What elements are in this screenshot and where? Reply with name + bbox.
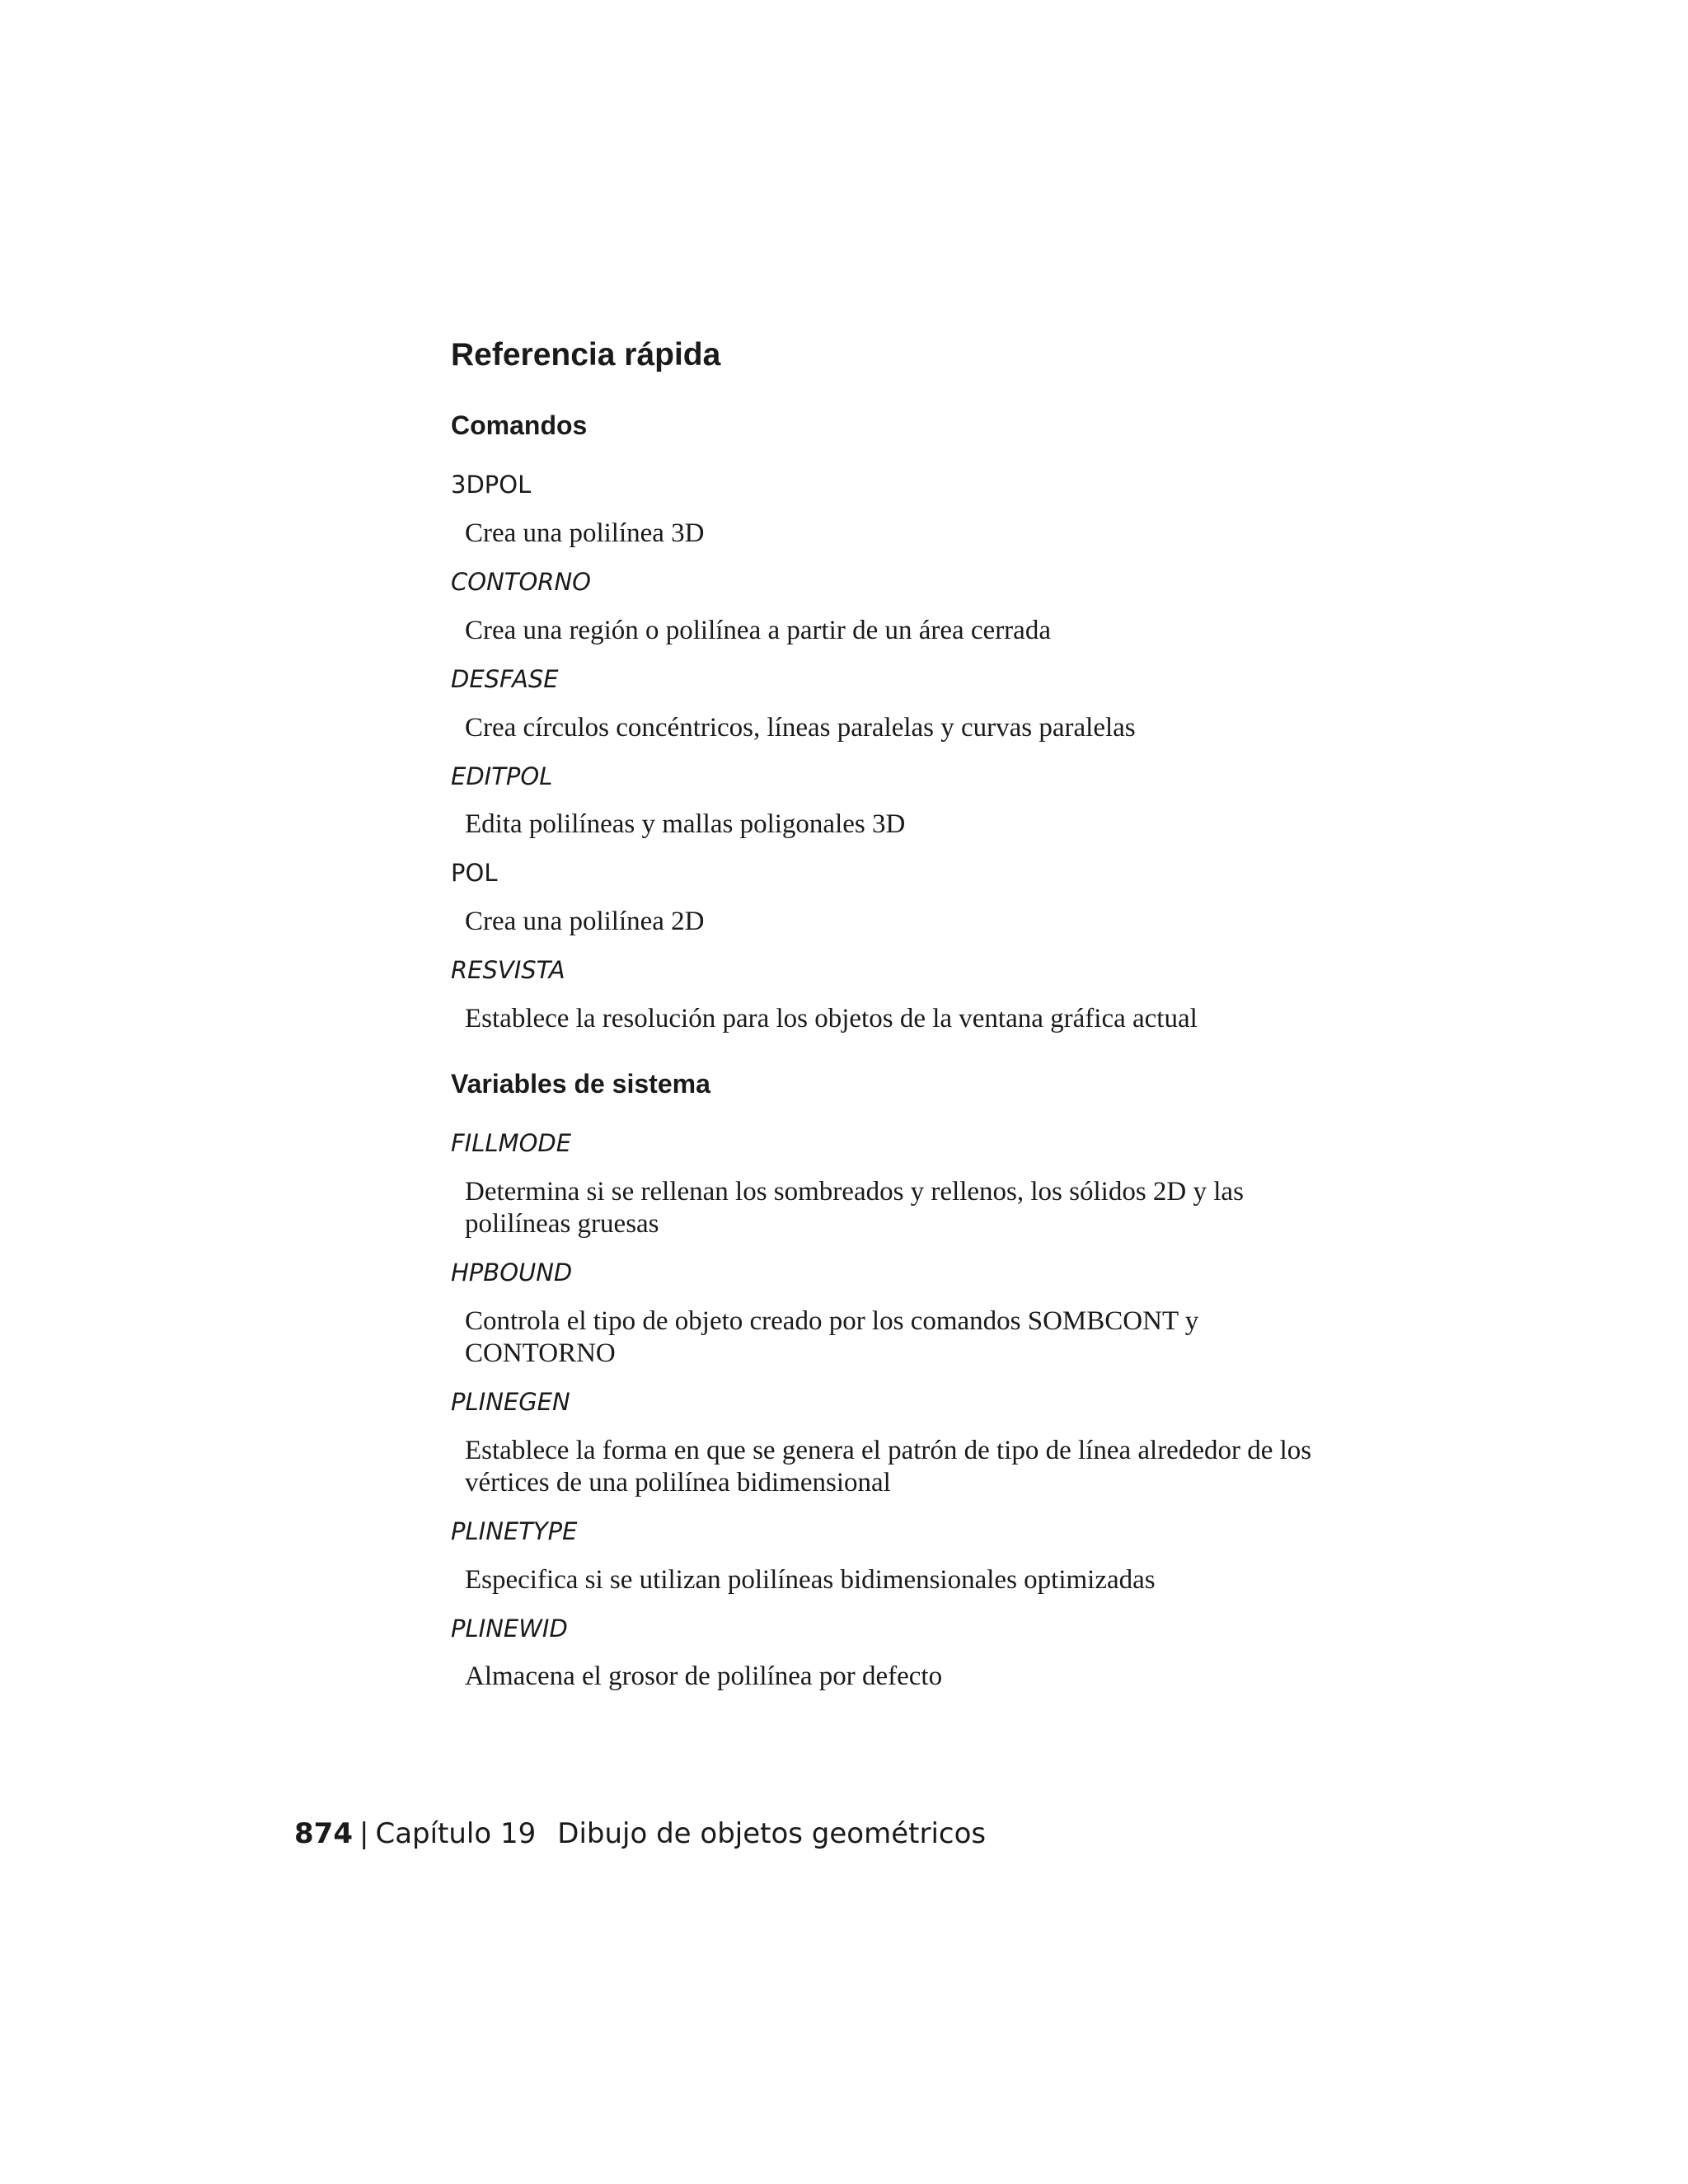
variable-term: PLINETYPE — [451, 1516, 578, 1545]
page-number: 874 — [294, 1817, 353, 1850]
variable-description: Almacena el grosor de polilínea por defecto — [465, 1661, 943, 1692]
command-description: Crea una región o polilínea a partir de un área cerrada — [465, 615, 1051, 645]
footer-separator: | — [359, 1817, 369, 1850]
chapter-label: Capítulo 19 — [375, 1817, 537, 1850]
command-term: RESVISTA — [451, 956, 565, 985]
variable-term: PLINEWID — [451, 1614, 568, 1643]
chapter-title: Dibujo de objetos geométricos — [557, 1817, 987, 1850]
variable-description: Determina si se rellenan los sombreados y rellenos, los sólidos 2D y las polilíneas gruesas — [465, 1177, 1244, 1240]
command-term: CONTORNO — [451, 567, 591, 596]
commands-list — [451, 471, 1341, 1035]
command-term: POL — [451, 859, 498, 888]
variable-description: Controla el tipo de objeto creado por los comandos SOMBCONT y CONTORNO — [465, 1305, 1199, 1368]
section-heading: Referencia rápida — [451, 337, 721, 373]
page-content — [451, 336, 1341, 1711]
commands-heading: Comandos — [451, 410, 588, 440]
system-variables-heading: Variables de sistema — [451, 1068, 710, 1099]
command-description: Crea una polilínea 2D — [465, 907, 705, 937]
command-description: Crea una polilínea 3D — [465, 518, 705, 548]
variable-description: Especifica si se utilizan polilíneas bidimensionales optimizadas — [465, 1564, 1156, 1595]
command-term: EDITPOL — [451, 762, 553, 790]
system-variables-list — [451, 1129, 1341, 1693]
command-description: Edita polilíneas y mallas poligonales 3D — [465, 809, 906, 840]
variable-term: PLINEGEN — [451, 1387, 570, 1416]
command-description: Crea círculos concéntricos, líneas paralelas y curvas paralelas — [465, 712, 1136, 743]
command-term: DESFASE — [451, 664, 559, 693]
page-footer — [294, 1817, 986, 1851]
variable-description: Establece la forma en que se genera el patrón de tipo de línea alrededor de los vértices de una polilínea bidimensional — [465, 1435, 1312, 1497]
command-description: Establece la resolución para los objetos de la ventana gráfica actual — [465, 1003, 1198, 1033]
variable-term: FILLMODE — [451, 1129, 572, 1158]
variable-term: HPBOUND — [451, 1258, 573, 1287]
command-term: 3DPOL — [451, 471, 532, 499]
